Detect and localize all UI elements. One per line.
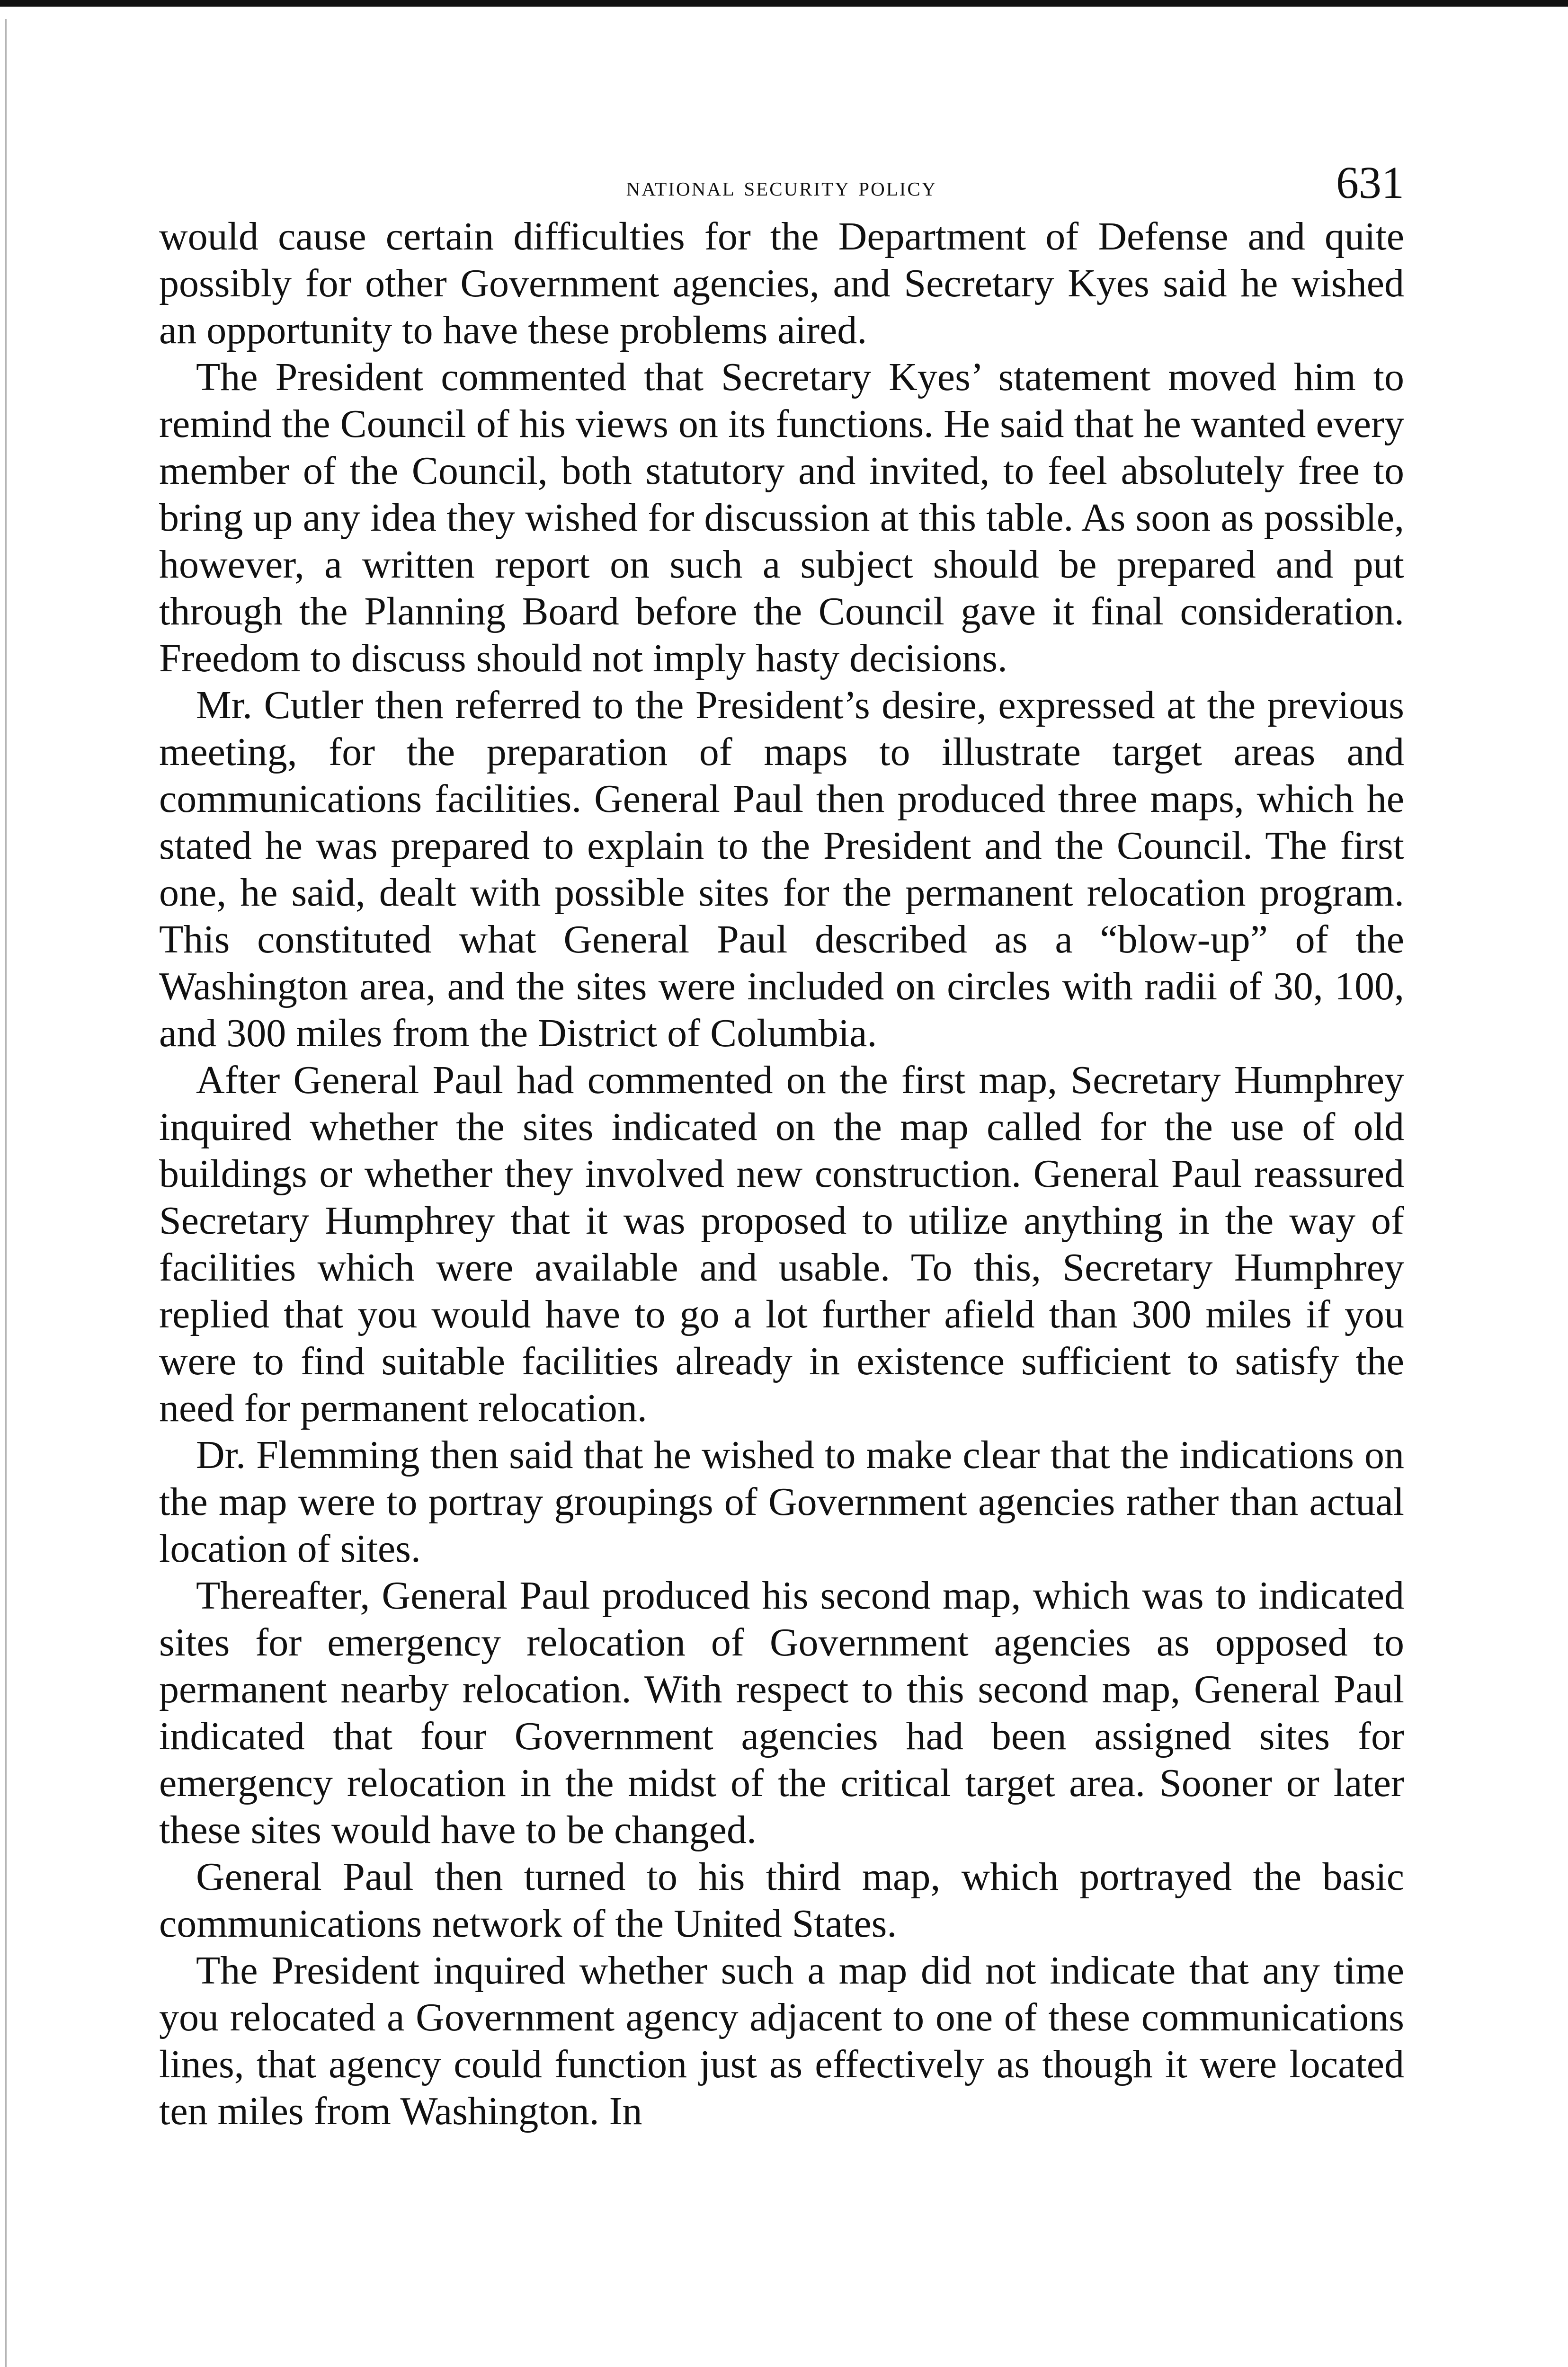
paragraph-continued: would cause certain difficulties for the Department of Defense and quite possibly for other Government agencies, and Secretary Kyes said he wished an opportunity to have these problems aired. [159, 214, 1404, 352]
paragraph: Thereafter, General Paul produced his second map, which was to indicated sites for emergency relocation of Government agencies as opposed to permanent nearby relocation. With respect to this second map, General Paul indicated that four Government agencies had been assigned sites for emergency relocation in the midst of the critical target area. Sooner or later these sites would have to be changed. [159, 1574, 1404, 1852]
running-title: national security policy [626, 171, 937, 202]
paragraph: The President commented that Secretary Kyes’ statement moved him to remind the Council of his views on its functions. He said that he wanted every member of the Council, both statutory and invited, to feel absolutely free to bring up any idea they wished for discussion at this table. As soon as possible, however, a written report on such a subject should be prepared and put through the Planning Board before the Council gave it final consideration. Freedom to discuss should not imply hasty decisions. [159, 355, 1404, 680]
scan-edge-line [5, 19, 7, 2367]
page-number: 631 [1336, 157, 1404, 208]
paragraph: The President inquired whether such a map did not indicate that any time you relocated a Government agency adjacent to one of these communications lines, that agency could function just as effectively as though it were located ten miles from Washington. In [159, 1949, 1404, 2133]
document-page [159, 156, 1404, 2135]
paragraph: General Paul then turned to his third map, which portrayed the basic communications network of the United States. [159, 1855, 1404, 1946]
top-border-rule [0, 0, 1568, 7]
body-text [159, 213, 1404, 2135]
paragraph: After General Paul had commented on the first map, Secretary Humphrey inquired whether the sites indicated on the map called for the use of old buildings or whether they involved new construction. General Paul reassured Secretary Humphrey that it was proposed to utilize anything in the way of facilities which were available and usable. To this, Secretary Humphrey replied that you would have to go a lot further afield than 300 miles if you were to find suitable facilities already in existence sufficient to satisfy the need for permanent relocation. [159, 1058, 1404, 1430]
running-header [159, 156, 1404, 213]
paragraph: Mr. Cutler then referred to the President’s desire, expressed at the previous meeting, for the preparation of maps to illustrate target areas and communications facilities. General Paul then produced three maps, which he stated he was prepared to explain to the President and the Council. The first one, he said, dealt with possible sites for the permanent relocation program. This constituted what General Paul described as a “blow-up” of the Washington area, and the sites were included on circles with radii of 30, 100, and 300 miles from the District of Columbia. [159, 683, 1404, 1055]
paragraph: Dr. Flemming then said that he wished to make clear that the indications on the map were to portray groupings of Government agencies rather than actual location of sites. [159, 1433, 1404, 1571]
